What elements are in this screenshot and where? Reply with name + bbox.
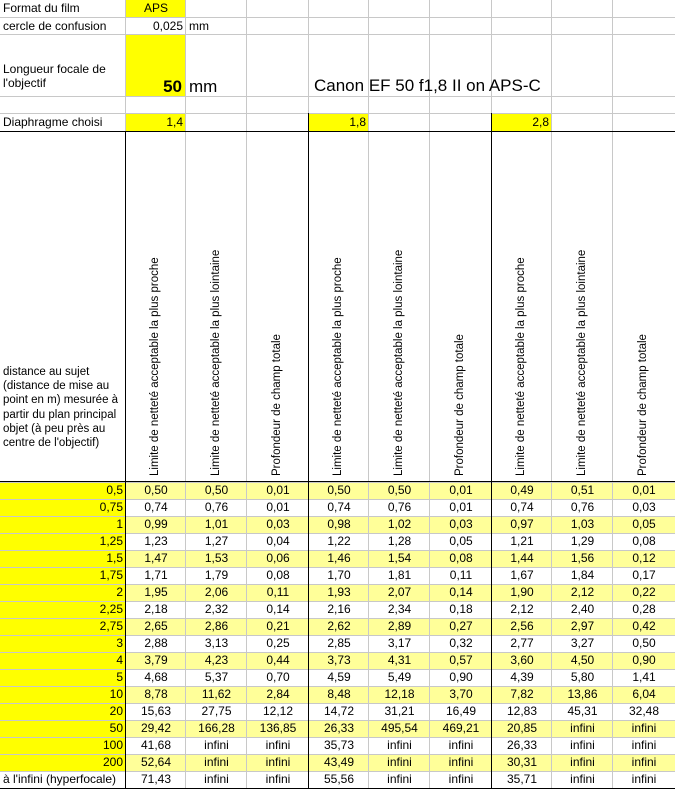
value-cell[interactable]: 1,93 <box>327 586 351 599</box>
value-cell[interactable]: infini <box>570 756 595 769</box>
distance-cell[interactable]: 1 <box>116 518 123 531</box>
value-cell[interactable]: 2,86 <box>204 620 229 633</box>
format-label: Format du film <box>3 2 80 15</box>
gridline-h-row-16 <box>0 754 675 755</box>
gridline-h-row-10 <box>0 652 675 653</box>
value-cell[interactable]: 0,12 <box>632 552 656 565</box>
gridline-h-row-5 <box>0 567 675 568</box>
value-cell[interactable]: 16,49 <box>445 705 477 718</box>
value-cell[interactable]: 0,17 <box>632 569 656 582</box>
value-cell[interactable]: 30,31 <box>506 756 538 769</box>
value-cell[interactable]: 1,29 <box>570 535 595 548</box>
value-cell[interactable]: 4,31 <box>387 654 412 667</box>
value-cell[interactable]: 2,85 <box>327 637 351 650</box>
distance-cell[interactable]: 200 <box>102 756 123 769</box>
value-cell[interactable]: 1,21 <box>510 535 534 548</box>
value-cell[interactable]: 5,80 <box>570 671 595 684</box>
distance-cell[interactable]: 1,25 <box>99 535 123 548</box>
value-cell[interactable]: 4,39 <box>510 671 534 684</box>
value-cell[interactable]: 0,50 <box>204 484 229 497</box>
value-cell[interactable]: 0,99 <box>144 518 168 531</box>
distance-cell[interactable]: 2,25 <box>99 603 123 616</box>
gridline-h-row-13 <box>0 703 675 704</box>
value-cell[interactable]: 55,56 <box>323 773 355 786</box>
value-cell[interactable]: 2,07 <box>387 586 412 599</box>
value-cell[interactable]: 0,08 <box>266 569 290 582</box>
value-cell[interactable]: infini <box>570 722 595 735</box>
value-cell[interactable]: 0,04 <box>266 535 290 548</box>
focal-label: Longueur focale de l'objectif <box>3 62 106 90</box>
value-cell[interactable]: 26,33 <box>323 722 355 735</box>
divider-group-2 <box>308 113 309 789</box>
value-cell[interactable]: infini <box>631 756 657 769</box>
value-cell[interactable]: 1,27 <box>204 535 229 548</box>
distance-cell[interactable]: 0,75 <box>99 501 123 514</box>
gridline-h-row-6 <box>0 584 675 585</box>
value-cell[interactable]: infini <box>570 773 595 786</box>
column-header-total-3: Profondeur de champ totale <box>637 334 649 476</box>
value-cell[interactable]: 27,75 <box>201 705 232 718</box>
value-cell[interactable]: 0,50 <box>632 637 656 650</box>
value-cell[interactable]: infini <box>265 773 291 786</box>
value-cell[interactable]: 2,56 <box>510 620 534 633</box>
value-cell[interactable]: infini <box>265 756 291 769</box>
value-cell[interactable]: 2,18 <box>144 603 168 616</box>
column-header-near-1: Limite de netteté acceptable la plus proche <box>149 257 161 476</box>
value-cell[interactable]: 1,90 <box>510 586 534 599</box>
value-cell[interactable]: 1,01 <box>204 518 229 531</box>
value-cell[interactable]: 1,67 <box>510 569 534 582</box>
focal-unit: mm <box>189 78 218 96</box>
value-cell[interactable]: 20,85 <box>506 722 538 735</box>
value-cell[interactable]: 0,70 <box>266 671 290 684</box>
value-cell[interactable]: 0,76 <box>570 501 595 514</box>
value-cell[interactable]: 2,88 <box>144 637 168 650</box>
value-cell[interactable]: 0,22 <box>632 586 656 599</box>
value-cell[interactable]: 15,63 <box>140 705 172 718</box>
value-cell[interactable]: 0,28 <box>632 603 656 616</box>
value-cell[interactable]: 0,42 <box>632 620 656 633</box>
value-cell[interactable]: 1,02 <box>387 518 412 531</box>
gridline-h-row-2 <box>0 516 675 517</box>
value-cell[interactable]: 136,85 <box>259 722 297 735</box>
value-cell[interactable]: 1,28 <box>387 535 412 548</box>
value-cell[interactable]: 52,64 <box>140 756 172 769</box>
gridline-h-row-1 <box>0 499 675 500</box>
distance-cell[interactable]: 50 <box>109 722 123 735</box>
column-header-near-2: Limite de netteté acceptable la plus proche <box>332 257 344 476</box>
column-header-far-2: Limite de netteté acceptable la plus lointaine <box>392 249 405 476</box>
value-cell[interactable]: 1,84 <box>570 569 595 582</box>
focal-value[interactable]: 50 <box>163 78 182 96</box>
value-cell[interactable]: 11,62 <box>201 688 232 701</box>
value-cell[interactable]: 45,31 <box>567 705 598 718</box>
aperture-value-1[interactable]: 1,4 <box>166 116 183 129</box>
distance-cell[interactable]: 20 <box>109 705 123 718</box>
distance-cell[interactable]: 0,5 <box>106 484 123 497</box>
gridline-h-top-0 <box>0 17 675 18</box>
value-cell[interactable]: infini <box>631 739 657 752</box>
value-cell[interactable]: 2,97 <box>570 620 595 633</box>
value-cell[interactable]: 3,79 <box>144 654 168 667</box>
distance-cell[interactable]: 3 <box>116 637 123 650</box>
column-header-near-3: Limite de netteté acceptable la plus proche <box>515 257 527 476</box>
format-value[interactable]: APS <box>143 2 168 15</box>
value-cell[interactable]: 29,42 <box>140 722 172 735</box>
value-cell[interactable]: 2,84 <box>266 688 290 701</box>
distance-cell[interactable]: 10 <box>109 688 123 701</box>
gridline-h-row-7 <box>0 601 675 602</box>
value-cell[interactable]: 1,81 <box>387 569 412 582</box>
value-cell[interactable]: 2,12 <box>570 586 595 599</box>
value-cell[interactable]: infini <box>387 739 412 752</box>
value-cell[interactable]: 1,56 <box>570 552 595 565</box>
value-cell[interactable]: 35,73 <box>323 739 355 752</box>
gridline-h-row-15 <box>0 737 675 738</box>
value-cell[interactable]: 43,49 <box>323 756 355 769</box>
value-cell[interactable]: 0,05 <box>632 518 656 531</box>
header-bottom-border <box>0 481 675 482</box>
value-cell[interactable]: 8,78 <box>144 688 168 701</box>
value-cell[interactable]: 1,23 <box>144 535 168 548</box>
value-cell[interactable]: 0,14 <box>449 586 473 599</box>
value-cell[interactable]: 2,89 <box>387 620 412 633</box>
aperture-value-3[interactable]: 2,8 <box>532 116 549 129</box>
value-cell[interactable]: 13,86 <box>567 688 598 701</box>
value-cell[interactable]: 14,72 <box>323 705 355 718</box>
aperture-value-2[interactable]: 1,8 <box>349 116 366 129</box>
value-cell[interactable]: 0,90 <box>449 671 473 684</box>
value-cell[interactable]: 0,76 <box>387 501 412 514</box>
value-cell[interactable]: 3,60 <box>510 654 534 667</box>
gridline-h-row-8 <box>0 618 675 619</box>
value-cell[interactable]: 8,48 <box>327 688 351 701</box>
value-cell[interactable]: 0,74 <box>510 501 534 514</box>
value-cell[interactable]: 0,50 <box>387 484 412 497</box>
value-cell[interactable]: 2,77 <box>510 637 534 650</box>
value-cell[interactable]: 0,06 <box>266 552 290 565</box>
value-cell[interactable]: 1,47 <box>144 552 168 565</box>
value-cell[interactable]: 0,90 <box>632 654 656 667</box>
gridline-h-row-9 <box>0 635 675 636</box>
value-cell[interactable]: 0,11 <box>449 569 473 582</box>
value-cell[interactable]: 495,54 <box>381 722 418 735</box>
value-cell[interactable]: 0,44 <box>266 654 290 667</box>
distance-cell[interactable]: 4 <box>116 654 123 667</box>
value-cell[interactable]: 5,37 <box>204 671 229 684</box>
value-cell[interactable]: infini <box>448 773 474 786</box>
value-cell[interactable]: 1,44 <box>510 552 534 565</box>
gridline-h-row-0 <box>0 482 675 483</box>
value-cell[interactable]: 2,12 <box>510 603 534 616</box>
gridline-h-row-4 <box>0 550 675 551</box>
column-header-far-3: Limite de netteté acceptable la plus lointaine <box>575 249 588 476</box>
value-cell[interactable]: 26,33 <box>506 739 538 752</box>
value-cell[interactable]: 1,54 <box>387 552 412 565</box>
value-cell[interactable]: 4,50 <box>570 654 595 667</box>
value-cell[interactable]: infini <box>570 739 595 752</box>
value-cell[interactable]: 0,14 <box>266 603 290 616</box>
coc-value[interactable]: 0,025 <box>152 20 183 33</box>
value-cell[interactable]: infini <box>387 773 412 786</box>
value-cell[interactable]: 469,21 <box>442 722 480 735</box>
value-cell[interactable]: 0,05 <box>449 535 473 548</box>
distance-cell[interactable]: 2,75 <box>99 620 123 633</box>
value-cell[interactable]: infini <box>448 756 474 769</box>
value-cell[interactable]: 0,74 <box>144 501 168 514</box>
value-cell[interactable]: 35,71 <box>506 773 538 786</box>
value-cell[interactable]: 3,13 <box>204 637 229 650</box>
value-cell[interactable]: infini <box>204 756 229 769</box>
distance-cell[interactable]: 2 <box>116 586 123 599</box>
value-cell[interactable]: 3,70 <box>449 688 473 701</box>
value-cell[interactable]: 0,01 <box>632 484 656 497</box>
value-cell[interactable]: 2,40 <box>570 603 595 616</box>
value-cell[interactable]: 0,97 <box>510 518 534 531</box>
value-cell[interactable]: 1,03 <box>570 518 595 531</box>
value-cell[interactable]: 1,46 <box>327 552 351 565</box>
distance-cell[interactable]: 1,5 <box>106 552 123 565</box>
value-cell[interactable]: 0,50 <box>144 484 168 497</box>
value-cell[interactable]: 3,27 <box>570 637 595 650</box>
coc-label: cercle de confusion <box>3 20 107 33</box>
header-top-border <box>0 131 675 132</box>
value-cell[interactable]: 32,48 <box>628 705 660 718</box>
value-cell[interactable]: 12,12 <box>262 705 294 718</box>
value-cell[interactable]: 1,70 <box>327 569 351 582</box>
value-cell[interactable]: 2,32 <box>204 603 229 616</box>
value-cell[interactable]: infini <box>265 739 291 752</box>
value-cell[interactable]: infini <box>448 739 474 752</box>
distance-cell[interactable]: 100 <box>102 739 123 752</box>
value-cell[interactable]: 71,43 <box>140 773 172 786</box>
value-cell[interactable]: 3,73 <box>327 654 351 667</box>
value-cell[interactable]: 0,74 <box>327 501 351 514</box>
value-cell[interactable]: infini <box>631 773 657 786</box>
gridline-h-row-14 <box>0 720 675 721</box>
value-cell[interactable]: 41,68 <box>140 739 172 752</box>
value-cell[interactable]: 4,59 <box>327 671 351 684</box>
value-cell[interactable]: 5,49 <box>387 671 412 684</box>
value-cell[interactable]: 2,62 <box>327 620 351 633</box>
value-cell[interactable]: 0,01 <box>449 501 473 514</box>
value-cell[interactable]: 31,21 <box>384 705 415 718</box>
value-cell[interactable]: 7,82 <box>510 688 534 701</box>
column-header-total-2: Profondeur de champ totale <box>454 334 466 476</box>
gridline-h-row-12 <box>0 686 675 687</box>
distance-column-header: distance au sujet (distance de mise au point en m) mesurée à partir du plan principal objet (à peu près au centre de l'objectif) <box>3 366 119 450</box>
gridline-h-row-11 <box>0 669 675 670</box>
value-cell[interactable]: 0,01 <box>266 484 290 497</box>
value-cell[interactable]: 0,03 <box>266 518 290 531</box>
value-cell[interactable]: 0,11 <box>266 586 290 599</box>
distance-cell[interactable]: à l'infini (hyperfocale) <box>3 773 117 786</box>
value-cell[interactable]: 166,28 <box>198 722 235 735</box>
lens-title: Canon EF 50 f1,8 II on APS-C <box>314 77 541 95</box>
divider-group-3 <box>491 113 492 789</box>
value-cell[interactable]: 0,01 <box>449 484 473 497</box>
value-cell[interactable]: 0,27 <box>449 620 473 633</box>
value-cell[interactable]: 2,34 <box>387 603 412 616</box>
value-cell[interactable]: 1,95 <box>144 586 168 599</box>
value-cell[interactable]: 0,08 <box>632 535 656 548</box>
gridline-h-top-3 <box>0 113 675 114</box>
value-cell[interactable]: 0,32 <box>449 637 473 650</box>
distance-cell[interactable]: 1,75 <box>99 569 123 582</box>
value-cell[interactable]: 0,76 <box>204 501 229 514</box>
coc-unit: mm <box>189 20 209 33</box>
gridline-h-row-17 <box>0 771 675 772</box>
value-cell[interactable]: 0,21 <box>266 620 290 633</box>
value-cell[interactable]: infini <box>204 773 229 786</box>
value-cell[interactable]: 0,49 <box>510 484 534 497</box>
value-cell[interactable]: 0,57 <box>449 654 473 667</box>
value-cell[interactable]: 1,71 <box>144 569 168 582</box>
column-header-total-1: Profondeur de champ totale <box>271 334 283 476</box>
value-cell[interactable]: 1,41 <box>632 671 656 684</box>
value-cell[interactable]: 0,51 <box>570 484 595 497</box>
value-cell[interactable]: 6,04 <box>632 688 656 701</box>
value-cell[interactable]: 4,23 <box>204 654 229 667</box>
value-cell[interactable]: infini <box>204 739 229 752</box>
value-cell[interactable]: 3,17 <box>387 637 412 650</box>
column-header-far-1: Limite de netteté acceptable la plus lointaine <box>209 249 222 476</box>
value-cell[interactable]: 1,53 <box>204 552 229 565</box>
aperture-label: Diaphragme choisi <box>3 116 103 129</box>
value-cell[interactable]: 12,83 <box>506 705 538 718</box>
distance-cell[interactable]: 5 <box>116 671 123 684</box>
value-cell[interactable]: infini <box>387 756 412 769</box>
value-cell[interactable]: 0,03 <box>449 518 473 531</box>
value-cell[interactable]: 2,16 <box>327 603 351 616</box>
divider-distance <box>125 131 126 789</box>
value-cell[interactable]: 2,06 <box>204 586 229 599</box>
value-cell[interactable]: infini <box>631 722 657 735</box>
value-cell[interactable]: 0,03 <box>632 501 656 514</box>
value-cell[interactable]: 2,65 <box>144 620 168 633</box>
value-cell[interactable]: 0,18 <box>449 603 473 616</box>
gridline-h-row-3 <box>0 533 675 534</box>
value-cell[interactable]: 0,08 <box>449 552 473 565</box>
value-cell[interactable]: 4,68 <box>144 671 168 684</box>
value-cell[interactable]: 1,79 <box>204 569 229 582</box>
value-cell[interactable]: 12,18 <box>384 688 415 701</box>
value-cell[interactable]: 0,25 <box>266 637 290 650</box>
value-cell[interactable]: 1,22 <box>327 535 351 548</box>
value-cell[interactable]: 0,50 <box>327 484 351 497</box>
value-cell[interactable]: 0,98 <box>327 518 351 531</box>
value-cell[interactable]: 0,01 <box>266 501 290 514</box>
